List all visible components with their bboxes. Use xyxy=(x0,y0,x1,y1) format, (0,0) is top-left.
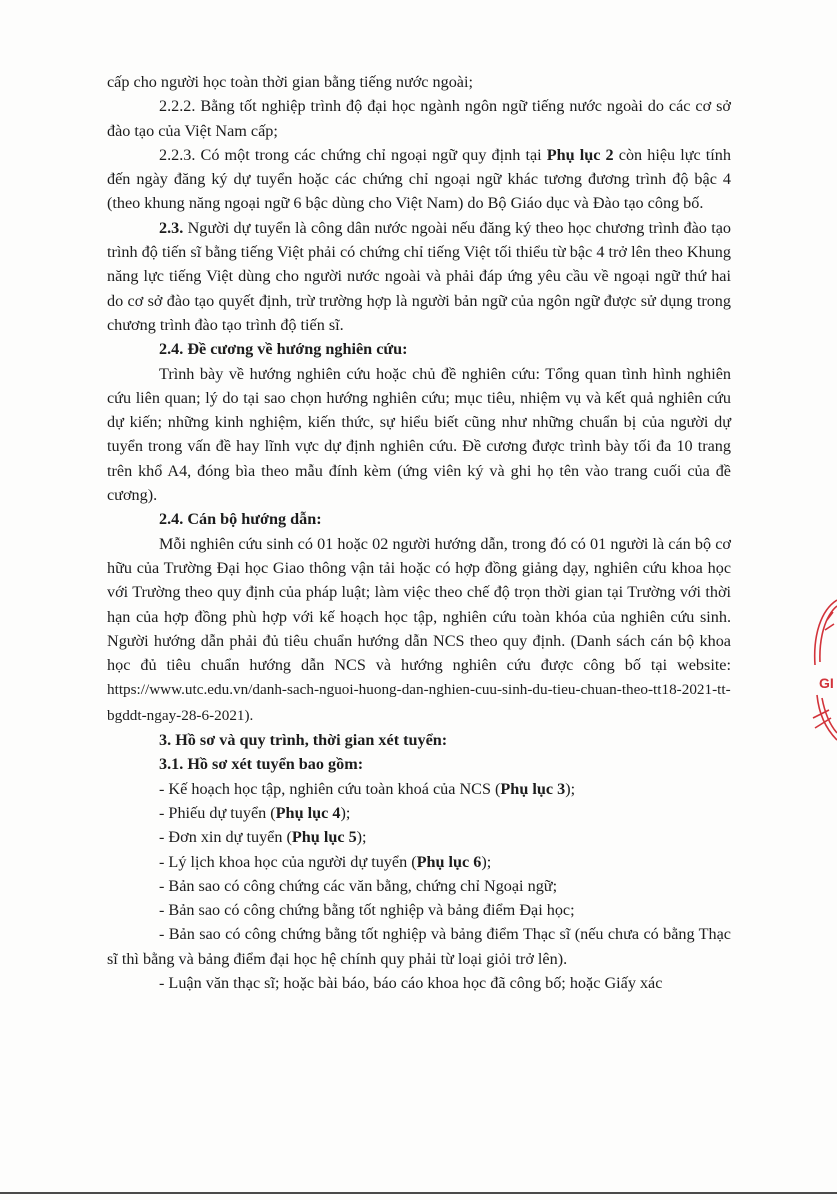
heading-2-4-supervisor: 2.4. Cán bộ hướng dẫn: xyxy=(159,510,322,529)
list-item-bachelor-diploma: - Bản sao có công chứng bằng tốt nghiệp và bảng điểm Đại học; xyxy=(159,901,575,920)
paragraph-2-2-2: 2.2.2. Bằng tốt nghiệp trình độ đại học ngành ngôn ngữ tiếng nước ngoài do các cơ sở đào tạo của Việt Nam cấp; xyxy=(107,97,731,140)
list-item-application-letter: - Đơn xin dự tuyển (Phụ lục 5); xyxy=(159,828,367,847)
paragraph-2-3: 2.3. Người dự tuyển là công dân nước ngoài nếu đăng ký theo học chương trình đào tạo trình độ tiến sĩ bằng tiếng Việt phải có chứng chỉ tiếng Việt tối thiểu từ bậc 4 trở lên theo Khung năng lực tiếng Việt dùng cho người nước ngoài và phải đáp ứng yêu cầu về ngoại ngữ thứ hai do cơ sở đào tạo quyết định, trừ trường hợp là người bản ngữ của ngôn ngữ được sử dụng trong chương trình đào tạo trình độ tiến sĩ. xyxy=(107,218,731,334)
list-item-language-certificates: - Bản sao có công chứng các văn bằng, chứng chỉ Ngoại ngữ; xyxy=(159,876,558,895)
list-item-master-diploma: - Bản sao có công chứng bằng tốt nghiệp và bảng điểm Thạc sĩ (nếu chưa có bằng Thạc sĩ thì bằng và bảng điểm đại học hệ chính quy phải từ loại giỏi trở lên). xyxy=(107,925,731,968)
heading-3-1-documents: 3.1. Hồ sơ xét tuyển bao gồm: xyxy=(159,755,364,774)
document-body xyxy=(107,70,731,995)
website-url: https://www.utc.edu.vn/danh-sach-nguoi-huong-dan-nghien-cuu-sinh-du-tieu-chuan-theo-tt18-2021-tt-bgddt-ngay-28-6-2021). xyxy=(107,681,731,724)
heading-3-application: 3. Hồ sơ và quy trình, thời gian xét tuyển: xyxy=(159,731,448,750)
page-bottom-edge xyxy=(0,1192,837,1194)
list-item-study-plan: - Kế hoạch học tập, nghiên cứu toàn khoá của NCS (Phụ lục 3); xyxy=(159,779,576,798)
list-item-thesis: - Luận văn thạc sĩ; hoặc bài báo, báo cáo khoa học đã công bố; hoặc Giấy xác xyxy=(159,973,663,992)
paragraph-research-outline: Trình bày về hướng nghiên cứu hoặc chủ đề nghiên cứu: Tổng quan tình hình nghiên cứu liên quan; lý do tại sao chọn hướng nghiên cứu; mục tiêu, nhiệm vụ và kết quả nghiên cứu dự kiến; những kinh nghiệm, kiến thức, sự hiểu biết cũng như những chuẩn bị của người dự tuyển trong vấn đề hay lĩnh vực dự định nghiên cứu. Đề cương được trình bày tối đa 10 trang trên khổ A4, đóng bìa theo mẫu đính kèm (ứng viên ký và ghi họ tên vào trang cuối của đề cương). xyxy=(107,364,731,505)
paragraph-supervisor: Mỗi nghiên cứu sinh có 01 hoặc 02 người hướng dẫn, trong đó có 01 người là cán bộ cơ hữu của Trường Đại học Giao thông vận tải hoặc có hợp đồng giảng dạy, nghiên cứu khoa học với Trường theo quy định của pháp luật; làm việc theo chế độ trọn thời gian tại Trường với thời hạn của hợp đồng phù hợp với kế hoạch học tập, nghiên cứu toàn khóa của nghiên cứu sinh. Người hướng dẫn phải đủ tiêu chuẩn hướng dẫn NCS theo quy định. (Danh sách cán bộ khoa học đủ tiêu chuẩn hướng dẫn NCS và hướng nghiên cứu được công bố tại website: https://www.utc.edu.vn/danh-sach-nguoi-huong-dan-nghien-cuu-sinh-du-tieu-chuan-theo-tt18-2021-tt-bgddt-ngay-28-6-2021). xyxy=(107,534,731,724)
list-item-application-form: - Phiếu dự tuyển (Phụ lục 4); xyxy=(159,803,351,822)
heading-2-4-research-outline: 2.4. Đề cương về hướng nghiên cứu: xyxy=(159,340,408,359)
list-item-scientific-cv: - Lý lịch khoa học của người dự tuyển (Phụ lục 6); xyxy=(159,852,492,871)
paragraph-2-2-1-end: cấp cho người học toàn thời gian bằng tiếng nước ngoài; xyxy=(107,73,473,91)
stamp-text: GI xyxy=(819,675,834,691)
paragraph-2-2-3: 2.2.3. Có một trong các chứng chỉ ngoại ngữ quy định tại Phụ lục 2 còn hiệu lực tính đến ngày đăng ký dự tuyển hoặc các chứng chỉ ngoại ngữ khác tương đương trình độ bậc 4 (theo khung năng ngoại ngữ 6 bậc dùng cho Việt Nam) do Bộ Giáo dục và Đào tạo công bố. xyxy=(107,145,731,213)
red-seal-stamp xyxy=(807,590,837,750)
